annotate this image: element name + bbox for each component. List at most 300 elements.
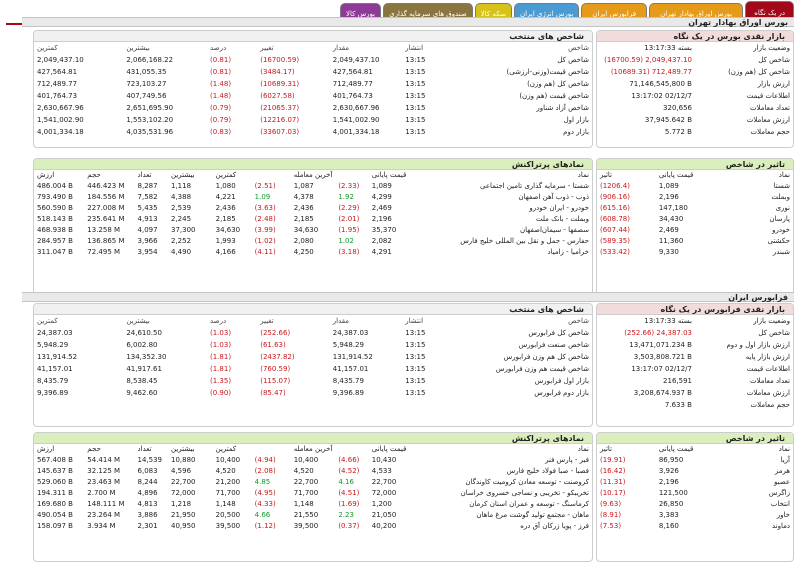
glance-row <box>597 315 793 327</box>
visited-cell: 22,700 <box>371 478 397 486</box>
visited-cell: 1,218 <box>170 500 192 508</box>
indices-cell: (0.81) <box>210 68 232 76</box>
visited-header-cell: نماد <box>577 171 589 179</box>
fara-indices-box <box>33 303 593 427</box>
glance-row <box>597 387 793 399</box>
visited-cell: 4,520 <box>293 467 314 475</box>
section-title-fara: فرابورس ایران <box>22 292 794 302</box>
glance-row <box>597 90 793 102</box>
impact-cell: وبملت <box>771 193 790 201</box>
glance-value: 13:17:07 02/12/7 <box>631 365 692 373</box>
impact-cell: (8.91) <box>600 511 622 519</box>
visited-cell: 4,166 <box>215 248 236 256</box>
visited-row[interactable] <box>34 236 592 247</box>
fara-visited-title: نمادهای پرتراکنش <box>34 433 592 444</box>
visited-cell: 4,490 <box>170 248 192 256</box>
visited-header-cell: بیشترین <box>170 171 195 179</box>
indices-header-cell: بیشترین <box>126 44 150 52</box>
visited-cell: 72.495 M <box>87 248 121 256</box>
visited-cell: 2,301 <box>137 522 158 530</box>
visited-row[interactable] <box>34 225 592 236</box>
visited-cell: (3.99) <box>254 226 276 234</box>
visited-cell: (1.69) <box>338 500 360 508</box>
impact-cell: دماوند <box>771 522 790 530</box>
impact-row[interactable] <box>597 521 793 532</box>
indices-cell: 4,035,531.96 <box>126 128 174 136</box>
impact-row[interactable] <box>597 477 793 488</box>
glance-label: ارزش بازار <box>757 80 790 88</box>
visited-cell: 567.408 B <box>37 456 73 464</box>
indices-cell: 13:15 <box>405 92 426 100</box>
glance-row <box>597 66 793 78</box>
glance-row <box>597 375 793 387</box>
indices-cell: (252.66) <box>260 329 291 337</box>
visited-cell: (2.01) <box>338 215 360 223</box>
visited-header-cell: قیمت پایانی <box>371 171 407 179</box>
impact-row[interactable] <box>597 192 793 203</box>
visited-header-cell: آخرین معامله <box>293 171 333 179</box>
impact-cell: (608.78) <box>600 215 630 223</box>
visited-cell: 1,080 <box>215 182 236 190</box>
impact-cell: (906.16) <box>600 193 630 201</box>
indices-cell: (0.83) <box>210 128 232 136</box>
glance-label: ارزش بازار پایه <box>745 353 790 361</box>
indices-cell: 712,489.77 <box>37 80 78 88</box>
indices-header-cell: بیشترین <box>126 317 150 325</box>
visited-cell: 3,886 <box>137 511 158 519</box>
indices-cell: 134,352.30 <box>126 353 167 361</box>
visited-cell: 4,896 <box>137 489 158 497</box>
impact-cell: (10.17) <box>600 489 626 497</box>
visited-cell: 446.423 M <box>87 182 125 190</box>
indices-row[interactable] <box>34 363 592 375</box>
indices-cell: (115.07) <box>260 377 291 385</box>
glance-label: حجم معاملات <box>750 401 790 409</box>
glance-value: 13,471,071.234 B <box>629 341 692 349</box>
visited-header-cell: قیمت پایانی <box>371 445 407 453</box>
indices-cell: 1,553,102.20 <box>126 116 174 124</box>
impact-row[interactable] <box>597 466 793 477</box>
tab-5[interactable]: صندوق های سرمایه گذاری <box>383 3 473 23</box>
visited-cell: 2,436 <box>215 204 236 212</box>
tehran-visited-box <box>33 158 593 300</box>
indices-cell: 4,001,334.18 <box>332 128 380 136</box>
impact-row[interactable] <box>597 203 793 214</box>
glance-value: 5.772 B <box>664 128 692 136</box>
visited-row[interactable] <box>34 181 592 192</box>
visited-cell: (3.18) <box>338 248 360 256</box>
impact-row[interactable] <box>597 214 793 225</box>
fara-indices-table <box>34 315 592 399</box>
indices-header-cell: شاخص <box>568 44 589 52</box>
glance-value: (252.66) 24,387.03 <box>624 329 692 337</box>
visited-cell: (4.33) <box>254 500 276 508</box>
visited-cell: 4,291 <box>371 248 392 256</box>
glance-value: 3,503,808.721 B <box>633 353 692 361</box>
glance-value: بسته 13:17:33 <box>644 317 692 325</box>
impact-cell: (533.42) <box>600 248 630 256</box>
impact-cell: 86,950 <box>658 456 684 464</box>
indices-cell: 24,387.03 <box>37 329 73 337</box>
glance-label: وضعیت بازار <box>753 44 790 52</box>
visited-cell: 1.02 <box>338 237 354 245</box>
impact-cell: حکشتی <box>767 237 790 245</box>
indices-cell: شاخص کل (هم وزن) <box>527 80 589 88</box>
visited-cell: ماهان - مجتمع تولید گوشت مرغ ماهان <box>476 511 589 519</box>
visited-cell: 5,435 <box>137 204 158 212</box>
impact-cell: 9,330 <box>658 248 679 256</box>
indices-header <box>34 42 592 54</box>
indices-header-cell: شاخص <box>568 317 589 325</box>
visited-cell: تخریبکو - تخریبی و نساجی خسروی خراسان <box>460 489 589 497</box>
indices-cell: 13:15 <box>405 80 426 88</box>
fara-impact-title: تاثیر در شاخص <box>597 433 793 444</box>
impact-row[interactable] <box>597 225 793 236</box>
indices-cell: (3484.17) <box>260 68 295 76</box>
impact-cell: نوری <box>775 204 790 212</box>
impact-cell: (9.63) <box>600 500 622 508</box>
visited-cell: وبملت - بانک ملت <box>535 215 589 223</box>
indices-cell: شاخص آزاد شناور <box>536 104 589 112</box>
indices-row[interactable] <box>34 66 592 78</box>
indices-header <box>34 315 592 327</box>
glance-label: تعداد معاملات <box>749 104 790 112</box>
fara-glance-box <box>596 303 794 427</box>
visited-cell: 10,400 <box>293 456 319 464</box>
indices-cell: 13:15 <box>405 353 426 361</box>
indices-header-cell: مقدار <box>332 317 350 325</box>
indices-cell: شاخص کل هم وزن فرابورس <box>503 353 589 361</box>
visited-cell: 486.004 B <box>37 182 73 190</box>
indices-cell: 41,157.01 <box>332 365 369 373</box>
visited-cell: 2,252 <box>170 237 192 245</box>
visited-header-cell: حجم <box>87 171 101 179</box>
visited-cell: خودرو - ایران خودرو <box>529 204 589 212</box>
visited-row[interactable] <box>34 203 592 214</box>
indices-cell: 13:15 <box>405 365 426 373</box>
indices-header-row <box>34 315 592 327</box>
visited-cell: (1.12) <box>254 522 276 530</box>
visited-cell: 34,630 <box>215 226 241 234</box>
impact-row[interactable] <box>597 455 793 466</box>
visited-cell: 39,500 <box>293 522 319 530</box>
visited-cell: 32.125 M <box>87 467 121 475</box>
indices-header-cell: کمترین <box>37 317 58 325</box>
visited-cell: 560.590 B <box>37 204 73 212</box>
tehran-impact-title: تاثیر در شاخص <box>597 159 793 170</box>
glance-row <box>597 126 793 138</box>
indices-cell: شاخص قیمت(وزنی-ارزشی) <box>506 68 589 76</box>
indices-row[interactable] <box>34 78 592 90</box>
indices-row[interactable] <box>34 102 592 114</box>
indices-cell: (1.35) <box>210 377 232 385</box>
visited-cell: 4.66 <box>254 511 271 519</box>
indices-cell: 13:15 <box>405 128 426 136</box>
tab-1[interactable]: بورس اوراق بهادار تهران <box>649 3 743 23</box>
visited-header-cell: کمترین <box>215 171 237 179</box>
indices-row[interactable] <box>34 114 592 126</box>
glance-label: شاخص کل <box>758 56 790 64</box>
visited-cell: 1,148 <box>293 500 314 508</box>
indices-cell: 5,948.29 <box>37 341 69 349</box>
impact-header-row <box>597 170 793 181</box>
visited-cell: 2,082 <box>371 237 392 245</box>
tehran-glance-box <box>596 30 794 148</box>
indices-cell: 41,157.01 <box>37 365 73 373</box>
indices-cell: (61.63) <box>260 341 286 349</box>
glance-label: ارزش معاملات <box>746 116 790 124</box>
visited-cell: 1,148 <box>215 500 236 508</box>
visited-cell: 3,966 <box>137 237 158 245</box>
tab-6[interactable]: بورس کالا <box>340 3 381 23</box>
visited-cell: 21,200 <box>215 478 241 486</box>
impact-header-cell: نماد <box>778 445 790 453</box>
impact-row[interactable] <box>597 488 793 499</box>
impact-row[interactable] <box>597 181 793 192</box>
indices-row[interactable] <box>34 90 592 102</box>
impact-cell: (589.35) <box>600 237 630 245</box>
indices-cell: (1.81) <box>210 365 232 373</box>
tab-2[interactable]: فرابورس ایران <box>581 3 647 23</box>
visited-cell: 227.008 M <box>87 204 125 212</box>
visited-cell: خرامیا - زامیاد <box>547 248 589 256</box>
tab-4[interactable]: سکه کالا <box>475 3 512 23</box>
indices-cell: (760.59) <box>260 365 291 373</box>
visited-header-cell: ارزش <box>37 445 55 453</box>
glance-value: (10689.31) 712,489.77 <box>610 68 692 76</box>
indices-header-cell: انتشار <box>405 317 424 325</box>
visited-cell: 1.09 <box>254 193 271 201</box>
indices-cell: شاخص قیمت (هم وزن) <box>519 92 589 100</box>
indices-row[interactable] <box>34 375 592 387</box>
impact-header-cell: تاثیر <box>600 445 613 453</box>
visited-cell: 23.264 M <box>87 511 121 519</box>
visited-header-cell: تعداد <box>137 445 152 453</box>
glance-value: 3,208,674.937 B <box>633 389 692 397</box>
indices-row[interactable] <box>34 327 592 339</box>
fara-glance-table <box>597 315 793 411</box>
indices-header-row <box>34 42 592 54</box>
visited-header-row <box>34 444 592 455</box>
indices-cell: 427,564.81 <box>37 68 78 76</box>
tehran-visited-title: نمادهای پرتراکنش <box>34 159 592 170</box>
visited-cell: 72,000 <box>371 489 397 497</box>
visited-cell: (2.33) <box>338 182 360 190</box>
glance-label: شاخص کل (هم وزن) <box>728 68 790 76</box>
indices-cell: 13:15 <box>405 377 426 385</box>
visited-cell: (3.63) <box>254 204 276 212</box>
impact-row[interactable] <box>597 236 793 247</box>
indices-header-cell: تغییر <box>260 44 274 52</box>
indices-cell: (0.79) <box>210 116 232 124</box>
indices-cell: 2,049,437.10 <box>332 56 380 64</box>
visited-cell: 21,550 <box>293 511 319 519</box>
visited-cell: 2,539 <box>170 204 192 212</box>
indices-cell: بازار اول فرابورس <box>534 377 589 385</box>
visited-cell: 311.047 B <box>37 248 73 256</box>
impact-cell: 147,180 <box>658 204 688 212</box>
visited-cell: (4.95) <box>254 489 276 497</box>
visited-cell: 4,520 <box>215 467 236 475</box>
impact-cell: 34,430 <box>658 215 684 223</box>
glance-row <box>597 102 793 114</box>
indices-row[interactable] <box>34 126 592 138</box>
visited-cell: 14,539 <box>137 456 163 464</box>
visited-header-cell <box>252 444 291 455</box>
visited-cell: 2,185 <box>215 215 236 223</box>
impact-cell: خودرو <box>772 226 790 234</box>
visited-header-cell: کمترین <box>215 445 237 453</box>
indices-cell: (16700.59) <box>260 56 300 64</box>
indices-header-cell: درصد <box>210 317 227 325</box>
indices-cell: (0.79) <box>210 104 232 112</box>
visited-cell: 4.16 <box>338 478 354 486</box>
visited-cell: ذوب - ذوب آهن اصفهان <box>518 193 589 201</box>
visited-cell: فصبا - صبا فولاد خلیج فارس <box>506 467 589 475</box>
visited-header-cell <box>335 170 368 181</box>
visited-cell: 4,596 <box>170 467 192 475</box>
visited-row[interactable] <box>34 499 592 510</box>
glance-label: شاخص کل <box>758 329 790 337</box>
indices-cell: 2,049,437.10 <box>37 56 84 64</box>
glance-value: 7.633 B <box>664 401 692 409</box>
visited-cell: 6,083 <box>137 467 158 475</box>
visited-cell: (2.51) <box>254 182 276 190</box>
visited-cell: 518.143 B <box>37 215 73 223</box>
impact-cell: خاور <box>776 511 790 519</box>
visited-cell: 40,950 <box>170 522 196 530</box>
impact-header-cell: قیمت پایانی <box>658 445 694 453</box>
visited-cell: حفارس - حمل و نقل بین المللی خلیج فارس <box>460 237 589 245</box>
indices-row[interactable] <box>34 339 592 351</box>
visited-cell: 2.700 M <box>87 489 116 497</box>
indices-header-cell: انتشار <box>405 44 424 52</box>
indices-cell: (0.90) <box>210 389 232 397</box>
visited-cell: 145.637 B <box>37 467 73 475</box>
visited-cell: (4.52) <box>338 467 360 475</box>
impact-row[interactable] <box>597 499 793 510</box>
section-title-tehran: بورس اوراق بهادار تهران <box>22 17 794 27</box>
impact-cell: (607.44) <box>600 226 630 234</box>
indices-cell: شاخص کل <box>557 56 589 64</box>
visited-header-cell: ارزش <box>37 171 55 179</box>
impact-row[interactable] <box>597 247 793 258</box>
indices-cell: 401,764.73 <box>332 92 373 100</box>
impact-header-cell: قیمت پایانی <box>658 171 694 179</box>
visited-cell: 21,050 <box>371 511 397 519</box>
visited-cell: 13.258 M <box>87 226 121 234</box>
impact-cell: 11,360 <box>658 237 684 245</box>
visited-cell: شستا - سرمایه گذاری تامین اجتماعی <box>480 182 589 190</box>
indices-cell: (21065.37) <box>260 104 300 112</box>
impact-cell: (7.53) <box>600 522 622 530</box>
visited-cell: 235.641 M <box>87 215 125 223</box>
visited-cell: سصفها - سیمان‌اصفهان <box>519 226 589 234</box>
visited-cell: 169.680 B <box>37 500 73 508</box>
glance-label: حجم معاملات <box>750 128 790 136</box>
glance-row <box>597 339 793 351</box>
indices-cell: (85.47) <box>260 389 286 397</box>
indices-row[interactable] <box>34 387 592 399</box>
indices-cell: (10689.31) <box>260 80 300 88</box>
visited-row[interactable] <box>34 477 592 488</box>
visited-cell: 1,089 <box>371 182 392 190</box>
visited-cell: 71,700 <box>215 489 241 497</box>
tab-0[interactable]: در یک نگاه <box>745 1 794 23</box>
visited-row[interactable] <box>34 247 592 258</box>
visited-header-cell <box>335 444 368 455</box>
indices-cell: 431,055.35 <box>126 68 167 76</box>
indices-cell: 8,538.45 <box>126 377 158 385</box>
visited-cell: 1,087 <box>293 182 314 190</box>
impact-cell: زاگرس <box>768 489 790 497</box>
visited-cell: 4,378 <box>293 193 314 201</box>
visited-cell: 529.060 B <box>37 478 73 486</box>
glance-label: اطلاعات قیمت <box>746 92 790 100</box>
indices-cell: بازار دوم <box>563 128 589 136</box>
indices-cell: 1,541,002.90 <box>37 116 84 124</box>
impact-cell: 26,850 <box>658 500 684 508</box>
visited-cell: 4,533 <box>371 467 392 475</box>
visited-row[interactable] <box>34 521 592 532</box>
visited-cell: 4,813 <box>137 500 158 508</box>
visited-cell: فرز - پویا زرکان آق دره <box>520 522 589 530</box>
impact-cell: عصبو <box>774 478 790 486</box>
visited-cell: 194.311 B <box>37 489 73 497</box>
visited-cell: 490.054 B <box>37 511 73 519</box>
visited-cell: (1.02) <box>254 237 276 245</box>
visited-cell: 1,993 <box>215 237 236 245</box>
visited-cell: 4,097 <box>137 226 158 234</box>
visited-cell: 468.938 B <box>37 226 73 234</box>
fara-indices-title: شاخص های منتخب <box>34 304 592 315</box>
indices-cell: 407,749.56 <box>126 92 167 100</box>
indices-cell: 9,396.89 <box>332 389 364 397</box>
visited-cell: 4,299 <box>371 193 392 201</box>
visited-row[interactable] <box>34 488 592 499</box>
indices-cell: 13:15 <box>405 329 426 337</box>
impact-cell: (19.91) <box>600 456 626 464</box>
visited-cell: 22,700 <box>293 478 319 486</box>
indices-cell: 13:15 <box>405 56 426 64</box>
visited-cell: (2.08) <box>254 467 276 475</box>
visited-cell: 4,913 <box>137 215 158 223</box>
tab-3[interactable]: بورس انرژی ایران <box>514 3 579 23</box>
indices-cell: 13:15 <box>405 116 426 124</box>
indices-cell: 131,914.52 <box>37 353 78 361</box>
indices-row[interactable] <box>34 351 592 363</box>
indices-cell: 2,630,667.96 <box>37 104 84 112</box>
visited-cell: (1.95) <box>338 226 360 234</box>
impact-cell: 8,160 <box>658 522 679 530</box>
visited-header-cell: آخرین معامله <box>293 445 333 453</box>
visited-row[interactable] <box>34 192 592 203</box>
visited-header-cell: نماد <box>577 445 589 453</box>
visited-cell: (2.48) <box>254 215 276 223</box>
visited-cell: 71,700 <box>293 489 319 497</box>
indices-cell: (33607.03) <box>260 128 300 136</box>
indices-cell: 401,764.73 <box>37 92 78 100</box>
visited-row[interactable] <box>34 214 592 225</box>
visited-row[interactable] <box>34 510 592 521</box>
glance-label: تعداد معاملات <box>749 377 790 385</box>
indices-row[interactable] <box>34 54 592 66</box>
visited-row[interactable] <box>34 455 592 466</box>
impact-row[interactable] <box>597 510 793 521</box>
visited-row[interactable] <box>34 466 592 477</box>
indices-cell: 9,396.89 <box>37 389 69 397</box>
indices-cell: 712,489.77 <box>332 80 373 88</box>
